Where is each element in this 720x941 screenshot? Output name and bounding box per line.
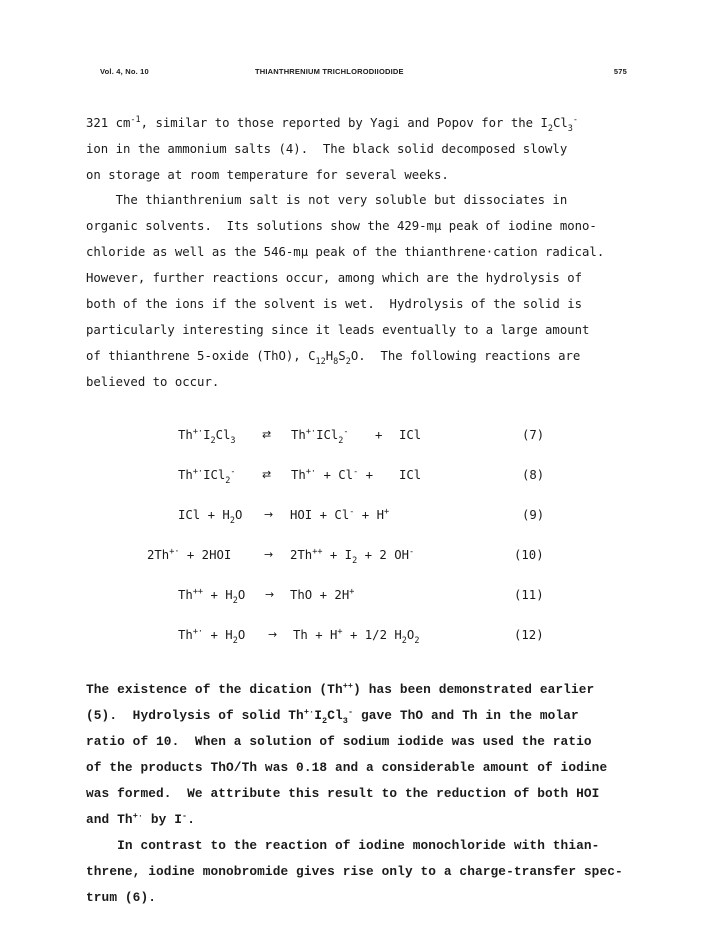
text-line: organic solvents. Its solutions show the 429-mμ peak of iodine mono- [86, 219, 597, 233]
text-line: both of the ions if the solvent is wet. Hydrolysis of the solid is [86, 297, 583, 311]
equation-number: (7) [522, 428, 545, 442]
text-line: In contrast to the reaction of iodine monochloride with thian- [86, 838, 600, 853]
text-line: The thianthrenium salt is not very soluble but dissociates in [86, 193, 568, 207]
equation-number: (8) [522, 468, 545, 482]
text-line: (5). Hydrolysis of solid $Th^{+\cdot}I_2Cl_3^-$ gave ThO and Th in the molar [86, 707, 579, 726]
equation-7: $Th^{+\cdot}I_2Cl_3$ ⇄ Th+·ICl$_2$- + ICl (7) [178, 427, 545, 446]
text-line: ion in the ammonium salts (4). The black solid decomposed slowly [86, 142, 568, 156]
text-line: of thianthrene 5-oxide (ThO), $C_{12}H_8S_2O$. The following reactions are [86, 349, 581, 367]
paragraph-1 [86, 110, 626, 188]
text-line: was formed. We attribute this result to the reduction of both HOI [86, 786, 600, 801]
running-header [100, 67, 627, 81]
text-line: ratio of 10. When a solution of sodium iodide was used the ratio [86, 734, 592, 749]
text-line: 321 $cm^{-1}$, similar to those reported by Yagi and Popov for the $I_2Cl_3^-$ [86, 115, 579, 134]
equation-number: (11) [514, 588, 544, 602]
paragraph-2 [86, 187, 626, 395]
equation-number: (9) [522, 508, 545, 522]
running-title: THIANTHRENIUM TRICHLORODIIODIDE [255, 67, 404, 76]
paragraph-3 [86, 677, 626, 911]
text-line: chloride as well as the 546-mμ peak of the thianthrene·cation radical. [86, 245, 605, 259]
page-number: 575 [613, 67, 627, 76]
volume-issue: Vol. 4, No. 10 [100, 67, 149, 76]
equation-number: (12) [514, 628, 544, 642]
text-line: threne, iodine monobromide gives rise only to a charge-transfer spec- [86, 864, 623, 879]
equation-8: Th+·ICl$_2$- ⇄ Th+· + Cl- + ICl (8) [178, 467, 545, 486]
text-line: However, further reactions occur, among which are the hydrolysis of [86, 271, 583, 285]
text-line: particularly interesting since it leads eventually to a large amount [86, 323, 590, 337]
text-line: trum (6). [86, 890, 157, 905]
equation-9: ICl + $H_2O$ → HOI + Cl- + H+ (9) [178, 507, 545, 526]
equation-10: 2Th+· + 2HOI → $2Th^{++} + I_2 + 2$ OH- (10) [147, 547, 544, 566]
text-line: The existence of the dication (Th++) has been demonstrated earlier [86, 681, 595, 697]
text-line: on storage at room temperature for several weeks. [86, 168, 449, 182]
text-line: believed to occur. [86, 375, 220, 389]
text-line: of the products ThO/Th was 0.18 and a considerable amount of iodine [86, 760, 608, 775]
equation-11: $Th^{++} + H_2O$ → ThO + 2H+ (11) [178, 587, 544, 606]
equation-number: (10) [514, 548, 544, 562]
text-line: and Th+· by I-. [86, 811, 195, 827]
equation-12: $Th^{+\cdot} + H_2O$ → Th + H+ + 1/2 $H_2O_2$ (12) [178, 627, 544, 646]
